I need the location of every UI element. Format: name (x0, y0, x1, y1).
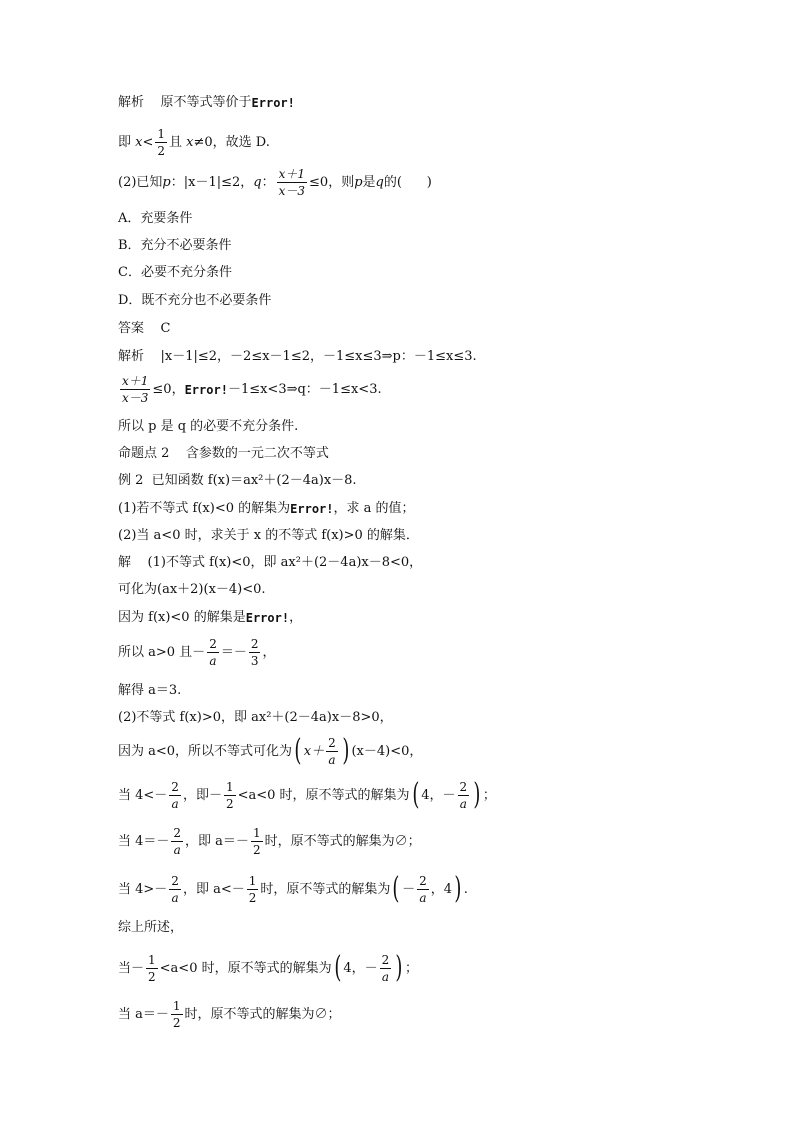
text: ，即 a＝－ (185, 834, 249, 849)
answer (118, 322, 170, 335)
fraction (224, 781, 236, 810)
right-paren: ) (473, 777, 481, 812)
denominator: 2 (172, 1016, 181, 1030)
question-2 (118, 168, 432, 197)
error-marker: Error! (245, 610, 290, 625)
var: q (375, 175, 384, 190)
denominator: 2 (157, 144, 166, 158)
text: 可化为(ax＋2)(x－4)<0. (118, 582, 266, 597)
fraction (380, 954, 392, 983)
text: ； (404, 960, 418, 976)
case-3 (118, 871, 468, 906)
denominator: a (328, 752, 336, 767)
text: <a<0 时，原不等式的解集为 (159, 960, 332, 976)
text: 4，－ (421, 787, 456, 803)
example-2-part-1 (118, 502, 415, 515)
text: －1≤x<3⇒q：－1≤x<3. (227, 382, 382, 397)
text: ，求 a 的值； (333, 501, 415, 516)
text: <a<0 时，原不等式的解集为 (237, 787, 410, 803)
text: < (142, 135, 154, 150)
denominator: a (173, 843, 181, 857)
numerator: 1 (157, 127, 166, 141)
var: x (135, 135, 143, 150)
text: 当 4>－ (118, 881, 168, 897)
option-b-text: B．充分不必要条件 (118, 238, 232, 253)
option-d (118, 294, 271, 307)
fraction (171, 1000, 183, 1029)
right-paren: ) (454, 871, 462, 906)
summary (118, 921, 183, 934)
left-paren: ( (333, 950, 341, 985)
fraction (458, 781, 470, 810)
text: 当 4<－ (118, 787, 168, 803)
answer-text: 答案 C (118, 321, 171, 336)
solution-line-6 (118, 711, 393, 724)
fraction (207, 638, 219, 667)
text: 所以 p 是 q 的必要不充分条件. (118, 419, 299, 434)
fraction (169, 875, 181, 904)
text: ， (289, 610, 303, 625)
solution-line-4 (118, 638, 276, 667)
analysis-line-2 (118, 128, 270, 157)
var: q (253, 175, 262, 190)
text: ： (261, 175, 275, 190)
numerator: 1 (248, 873, 257, 888)
solution-line-2 (118, 583, 266, 596)
fraction (169, 781, 181, 810)
denominator: a (419, 890, 427, 905)
numerator: 2 (171, 779, 179, 794)
numerator: 2 (328, 735, 336, 750)
text: 所以 a>0 且－ (118, 645, 206, 660)
fraction (247, 875, 259, 904)
text: 的( ) (383, 175, 432, 190)
left-paren: ( (392, 871, 400, 906)
denominator: a (209, 654, 217, 668)
denominator: 2 (225, 796, 234, 811)
left-paren: ( (411, 777, 419, 812)
topic-heading (118, 447, 329, 460)
text: ； (482, 787, 496, 803)
numerator: 2 (171, 873, 179, 888)
text: 例 2 已知函数 f(x)＝ax²＋(2－4a)x－8. (118, 473, 357, 488)
error-marker: Error! (290, 501, 334, 516)
denominator: a (381, 969, 389, 984)
denominator: a (459, 796, 467, 811)
denominator: a (171, 796, 179, 811)
fraction (120, 375, 150, 404)
fraction (277, 168, 307, 197)
option-a (118, 212, 192, 225)
summary-case-2 (118, 1000, 341, 1029)
analysis-line-1 (118, 96, 295, 109)
error-marker: Error! (184, 382, 228, 397)
text: 当 4＝－ (118, 834, 170, 849)
denominator: 2 (248, 890, 257, 905)
solution-line-5 (118, 684, 181, 697)
option-c-text: C．必要不充分条件 (118, 265, 232, 280)
text: 解析 |x－1|≤2，－2≤x－1≤2，－1≤x≤3⇒p：－1≤x≤3. (118, 349, 477, 364)
option-a-text: A．充要条件 (118, 211, 193, 226)
fraction (146, 954, 158, 983)
text: 时，原不等式的解集为∅； (184, 1007, 341, 1022)
text: 当 a＝－ (118, 1007, 169, 1022)
numerator: 1 (225, 779, 234, 794)
numerator: 2 (250, 637, 259, 651)
text: 因为 f(x)<0 的解集是 (118, 610, 246, 625)
text: 命题点 2 含参数的一元二次不等式 (118, 446, 329, 461)
numerator: 1 (252, 826, 261, 840)
text: ≤0，则 (309, 175, 355, 190)
conclusion (118, 420, 298, 433)
var: x (186, 135, 194, 150)
solution-line-1 (118, 556, 422, 569)
text: 且 (169, 135, 187, 150)
option-d-text: D．既不充分也不必要条件 (118, 293, 272, 308)
text: (x－4)<0， (351, 743, 423, 759)
text: 解得 a＝3. (118, 683, 182, 698)
analysis-line-4 (118, 375, 382, 404)
text: － (402, 881, 416, 897)
text: (2)当 a<0 时，求关于 x 的不等式 f(x)>0 的解集． (118, 528, 419, 543)
denominator: 2 (252, 843, 261, 857)
numerator: 2 (419, 873, 427, 888)
denominator: x－3 (278, 184, 306, 198)
denominator: x－3 (122, 391, 149, 405)
case-2 (118, 827, 421, 856)
numerator: 1 (172, 999, 181, 1013)
text: (2)已知 (118, 175, 163, 190)
summary-case-1 (118, 950, 418, 985)
numerator: 2 (459, 779, 468, 794)
analysis-line-3 (118, 350, 477, 363)
text: 当－ (118, 960, 145, 976)
text: x＋ (303, 743, 325, 759)
right-paren: ) (395, 950, 403, 985)
text: 时，原不等式的解集为∅； (264, 834, 421, 849)
numerator: 2 (209, 637, 217, 651)
fraction (251, 827, 263, 856)
text: ≤0， (152, 382, 185, 397)
numerator: x＋1 (278, 167, 306, 181)
error-marker: Error! (251, 95, 295, 110)
text: ＝－ (220, 645, 247, 660)
text: 是 (362, 175, 376, 190)
case-1 (118, 777, 496, 812)
text: 因为 a<0，所以不等式可化为 (118, 743, 293, 759)
denominator: a (171, 890, 179, 905)
fraction (155, 128, 167, 157)
text: 解析 原不等式等价于 (118, 95, 252, 110)
numerator: x＋1 (122, 374, 149, 388)
text: 时，原不等式的解集为 (260, 881, 391, 897)
denominator: 3 (250, 654, 259, 668)
fraction (417, 875, 429, 904)
example-2-part-2 (118, 529, 419, 542)
text: ， (262, 645, 276, 660)
numerator: 1 (148, 952, 156, 967)
var: p (162, 175, 171, 190)
text: ：|x－1|≤2， (170, 175, 254, 190)
var: p (354, 175, 363, 190)
fraction (171, 827, 183, 856)
text: 4，－ (343, 960, 378, 976)
option-b (118, 239, 232, 252)
text: ，4 (430, 881, 453, 897)
denominator: 2 (148, 969, 156, 984)
right-paren: ) (342, 733, 350, 768)
text: ≠0，故选 D. (193, 135, 270, 150)
solution-line-3 (118, 611, 302, 624)
text: . (463, 881, 468, 897)
text: ，即－ (182, 787, 222, 803)
example-2 (118, 474, 357, 487)
text: ，即 a<－ (182, 881, 245, 897)
fraction (326, 737, 338, 766)
solution-line-7 (118, 733, 423, 768)
numerator: 2 (173, 826, 182, 840)
fraction (249, 638, 261, 667)
text: 即 (118, 135, 136, 150)
text: 解 (1)不等式 f(x)<0，即 ax²＋(2－4a)x－8<0， (118, 555, 423, 570)
text: (2)不等式 f(x)>0，即 ax²＋(2－4a)x－8>0， (118, 710, 393, 725)
text: (1)若不等式 f(x)<0 的解集为 (118, 501, 291, 516)
text: 综上所述， (118, 920, 184, 935)
numerator: 2 (381, 952, 390, 967)
left-paren: ( (294, 733, 302, 768)
option-c (118, 266, 232, 279)
